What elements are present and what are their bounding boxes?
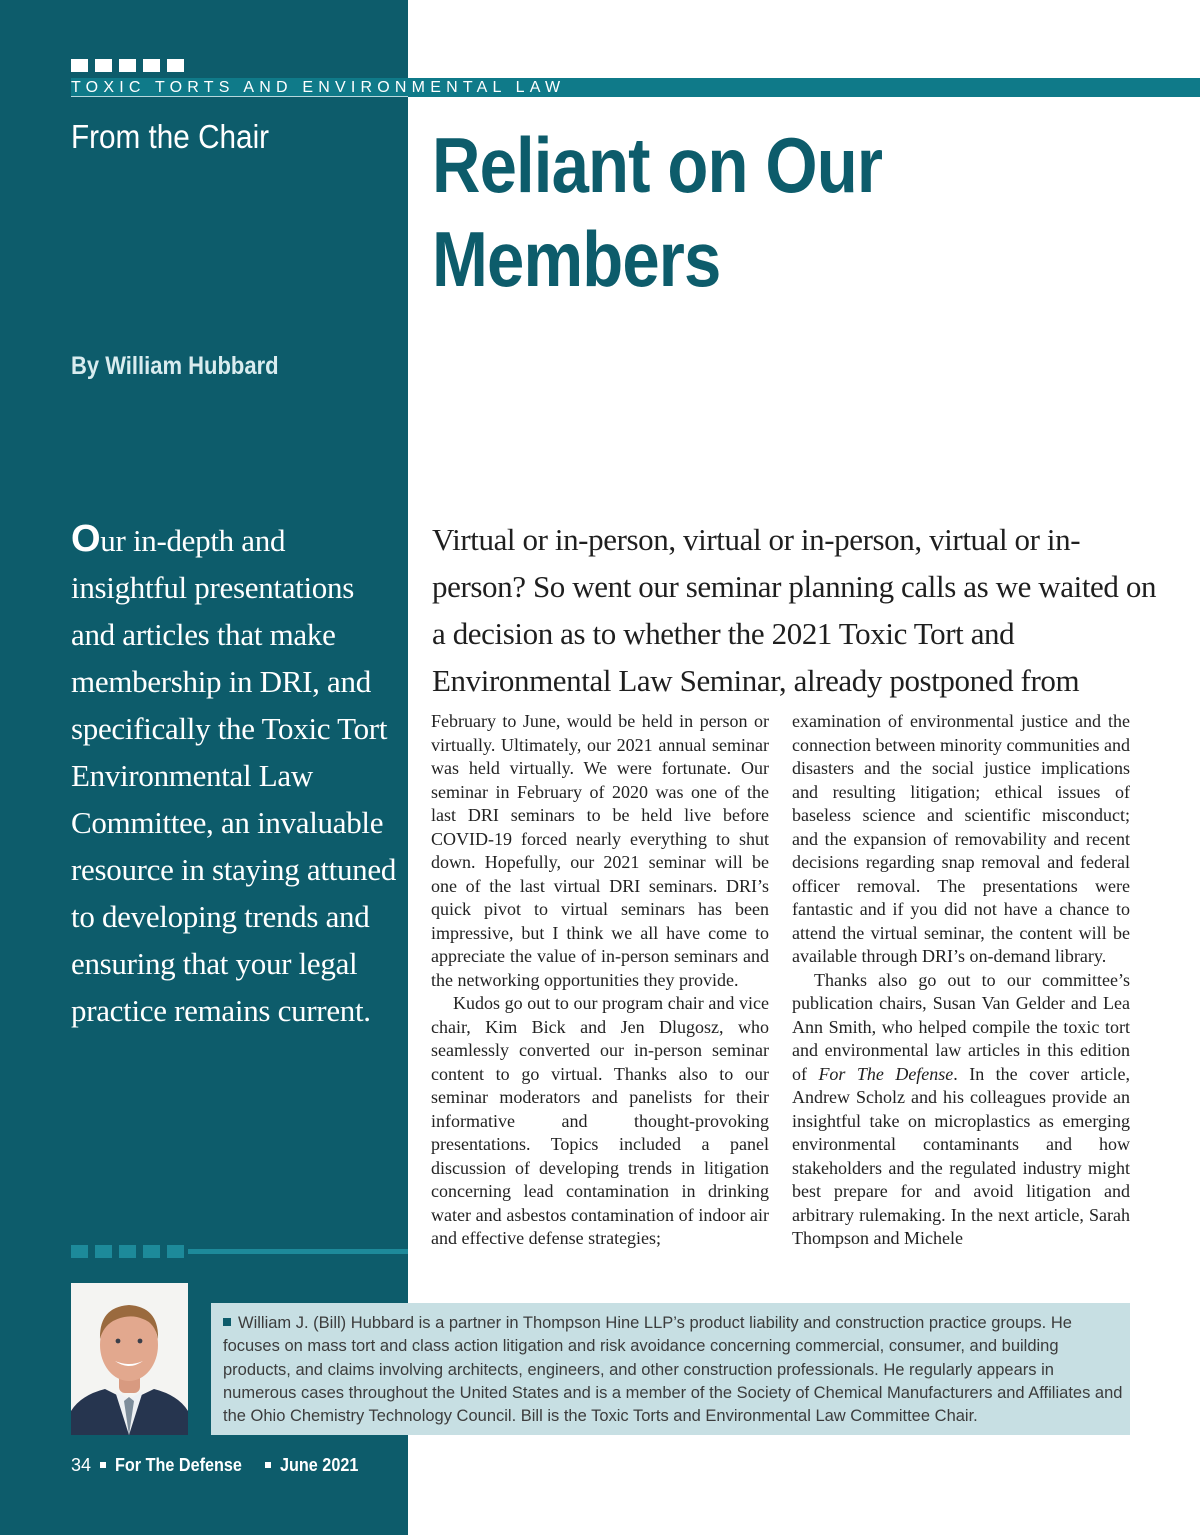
article-headline (432, 118, 1068, 306)
bio-squares-decoration (71, 1245, 184, 1258)
column1-paragraph-2: Kudos go out to our program chair and vice chair, Kim Bick and Jen Dlugosz, who seamlessly converted our in-person seminar content to go virtual. Thanks also to our seminar moderators and panelists for their informative and thought-provoking presentations. Topics included a panel discussion of developing trends in litigation concerning lead contamination in drinking water and asbestos contamination of indoor air and effective defense strategies; (431, 993, 769, 1248)
section-divider (71, 96, 408, 97)
footer-separator-icon (265, 1462, 271, 1468)
headline-line-1: Reliant on Our (432, 121, 883, 209)
pull-quote-text: ur in-depth and insightful presentations and articles that make membership in DRI, and specifically the Toxic Tort Environmental Law Committee, an invaluable resource in staying attuned to developing trends and ensuring that your legal practice remains current. (71, 523, 397, 1028)
author-photo (71, 1283, 188, 1435)
bio-divider (188, 1249, 408, 1254)
footer-separator-icon (100, 1462, 106, 1468)
lead-paragraph: Virtual or in-person, virtual or in-person, virtual or in-person? So went our seminar planning calls as we waited on a decision as to whether the 2021 Toxic Tort and Environmental Law Seminar, already postponed from (432, 522, 1157, 698)
bio-text: William J. (Bill) Hubbard is a partner in Thompson Hine LLP’s product liability and construction practice groups. He focuses on mass tort and class action litigation and risk avoidance concerning commercial, consumer, and building products, and claims involving architects, engineers, and other construction professionals. He regularly appears in numerous cases throughout the United States and is a member of the Society of Chemical Manufacturers and Affiliates and the Ohio Chemistry Technology Council. Bill is the Toxic Torts and Environmental Law Committee Chair. (223, 1314, 1123, 1426)
byline: By William Hubbard (71, 352, 279, 380)
column2-paragraph-2 (792, 969, 1130, 1251)
publication-title-italic: For The Defense (818, 1063, 954, 1084)
pull-quote-dropcap: O (71, 518, 101, 560)
page-number: 34 (71, 1455, 92, 1475)
column2-p2-text-a: Thanks also go out to our committee’s publication chairs, Susan Van Gelder and Lea Ann Smith, who helped compile the toxic tort and environmental law articles in this edition of (792, 969, 1130, 1084)
body-column-1 (431, 710, 769, 1251)
pull-quote (71, 516, 401, 1034)
footer-publication: For The Defense (115, 1455, 242, 1475)
author-portrait-icon (71, 1283, 188, 1435)
footer-date: June 2021 (280, 1455, 359, 1475)
section-squares-decoration (71, 59, 184, 72)
page-footer (71, 1455, 367, 1476)
column2-paragraph-1: examination of environmental justice and the connection between minority communities and disasters and the social justice implications and resulting litigation; ethical issues of baseless science and scientific misconduct; and the expansion of removability and recent decisions regarding snap removal and federal officer removal. The presentations were fantastic and if you did not have a chance to attend the virtual seminar, the content will be available through DRI’s on-demand library. (792, 711, 1130, 966)
author-bio (223, 1312, 1123, 1428)
body-column-2 (792, 710, 1130, 1251)
section-title: TOXIC TORTS AND ENVIRONMENTAL LAW (71, 79, 566, 96)
column1-paragraph-1: February to June, would be held in person or virtually. Ultimately, our 2021 annual seminar was held virtually. We were fortunate. Our seminar in February of 2020 was one of the last DRI seminars to be held live before COVID-19 forced nearly everything to shut down. Hopefully, our 2021 seminar will be one of the last virtual DRI seminars. DRI’s quick pivot to virtual seminars has been impressive, but I think we all have come to appreciate the value of in-person seminars and the networking opportunities they provide. (431, 711, 769, 990)
column2-p2-text-b: . In the cover article, Andrew Scholz and his colleagues provide an insightful take on microplastics as emerging environmental contaminants and how stakeholders and the regulated industry might best prepare for and avoid litigation and arbitrary rulemaking. In the next article, Sarah Thompson and Michele (792, 1063, 1130, 1248)
bio-bullet-icon (223, 1318, 231, 1326)
headline-line-2: Members (432, 215, 721, 303)
column-kicker: From the Chair (71, 118, 270, 155)
